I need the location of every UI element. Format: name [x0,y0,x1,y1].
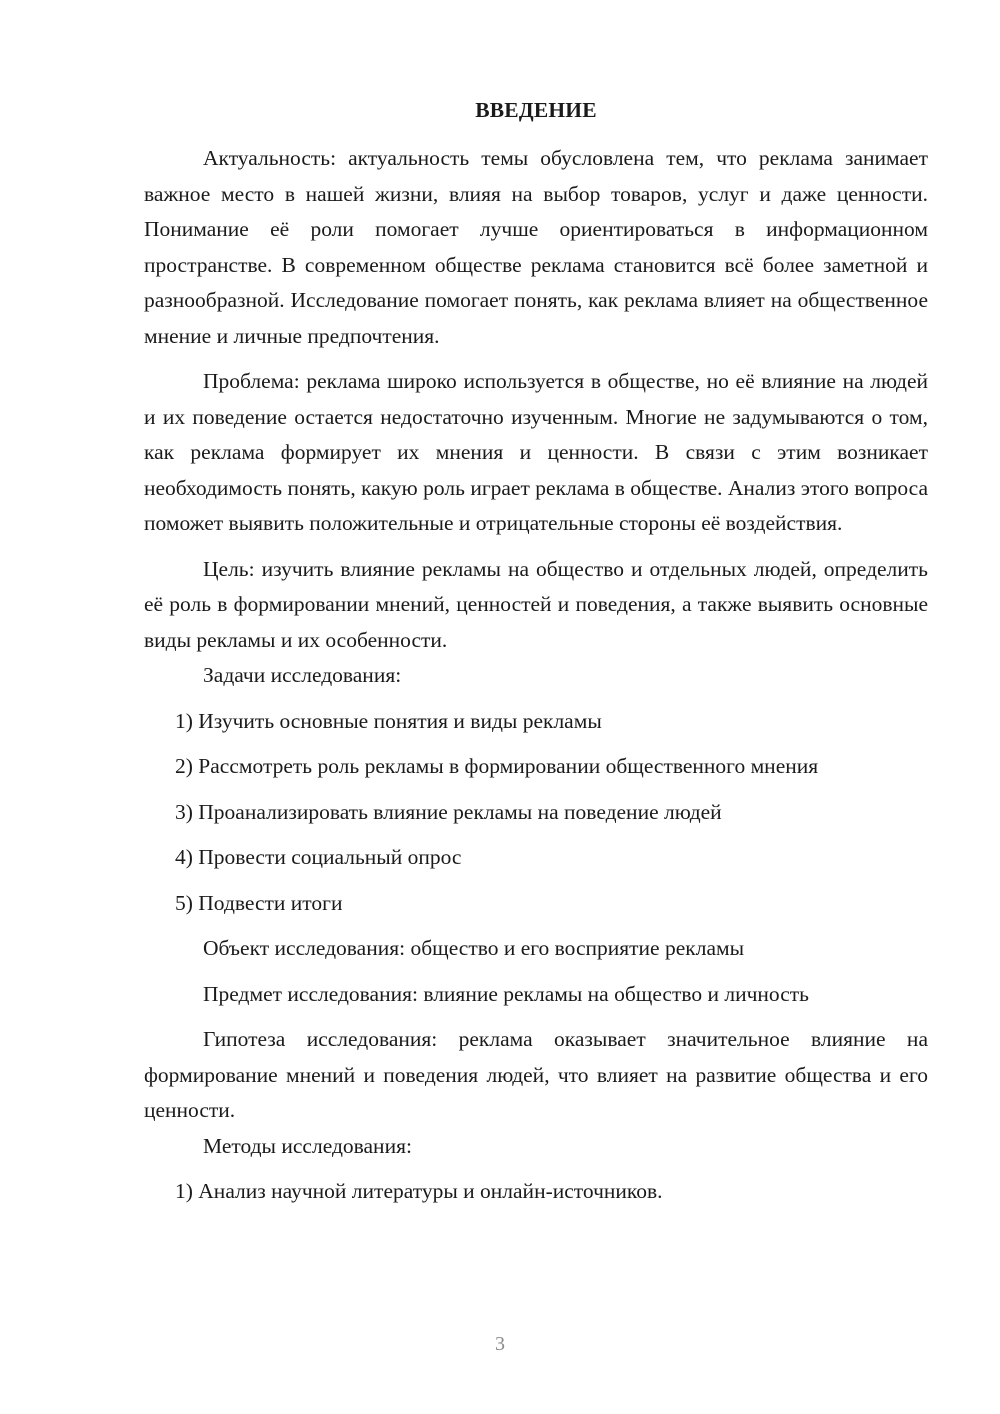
methods-heading: Методы исследования: [203,1133,412,1158]
page-title: ВВЕДЕНИЕ [475,98,597,122]
method-item-1: 1) Анализ научной литературы и онлайн-источников. [175,1179,663,1203]
hypothesis-paragraph: Гипотеза исследования: реклама оказывает значительное влияние на формирование мнений и поведения людей, что влияет на развитие общества и его ценности. [144,1027,928,1122]
task-item-3: 3) Проанализировать влияние рекламы на поведение людей [175,799,722,824]
task-item-5: 5) Подвести итоги [175,890,343,915]
research-object: Объект исследования: общество и его восприятие рекламы [203,936,745,960]
task-item-1: 1) Изучить основные понятия и виды рекламы [175,708,602,733]
task-item-2: 2) Рассмотреть роль рекламы в формировании общественного мнения [175,754,819,778]
document-page [144,95,928,1210]
task-item-4: 4) Провести социальный опрос [175,845,462,869]
problem-paragraph: Проблема: реклама широко используется в обществе, но её влияние на людей и их поведение остается недостаточно изученным. Многие не задумываются о том, как реклама формирует их мнения и ценности. В связи с этим возникает необходимость понять, какую роль играет реклама в обществе. Анализ этого вопроса поможет выявить положительные и отрицательные стороны её воздействия. [144,369,928,535]
goal-paragraph: Цель: изучить влияние рекламы на общество и отдельных людей, определить её роль в формировании мнений, ценностей и поведения, а также выявить основные виды рекламы и их особенности. [144,556,928,652]
research-subject: Предмет исследования: влияние рекламы на общество и личность [203,981,809,1006]
tasks-heading: Задачи исследования: [203,663,402,687]
page-number: 3 [495,1333,505,1355]
relevance-paragraph: Актуальность: актуальность темы обусловлена тем, что реклама занимает важное место в нашей жизни, влияя на выбор товаров, услуг и даже ценности. Понимание её роли помогает лучше ориентироваться в информационном пространстве. В современном обществе реклама становится всё более заметной и разнообразной. Исследование помогает понять, как реклама влияет на общественное мнение и личные предпочтения. [144,146,928,348]
